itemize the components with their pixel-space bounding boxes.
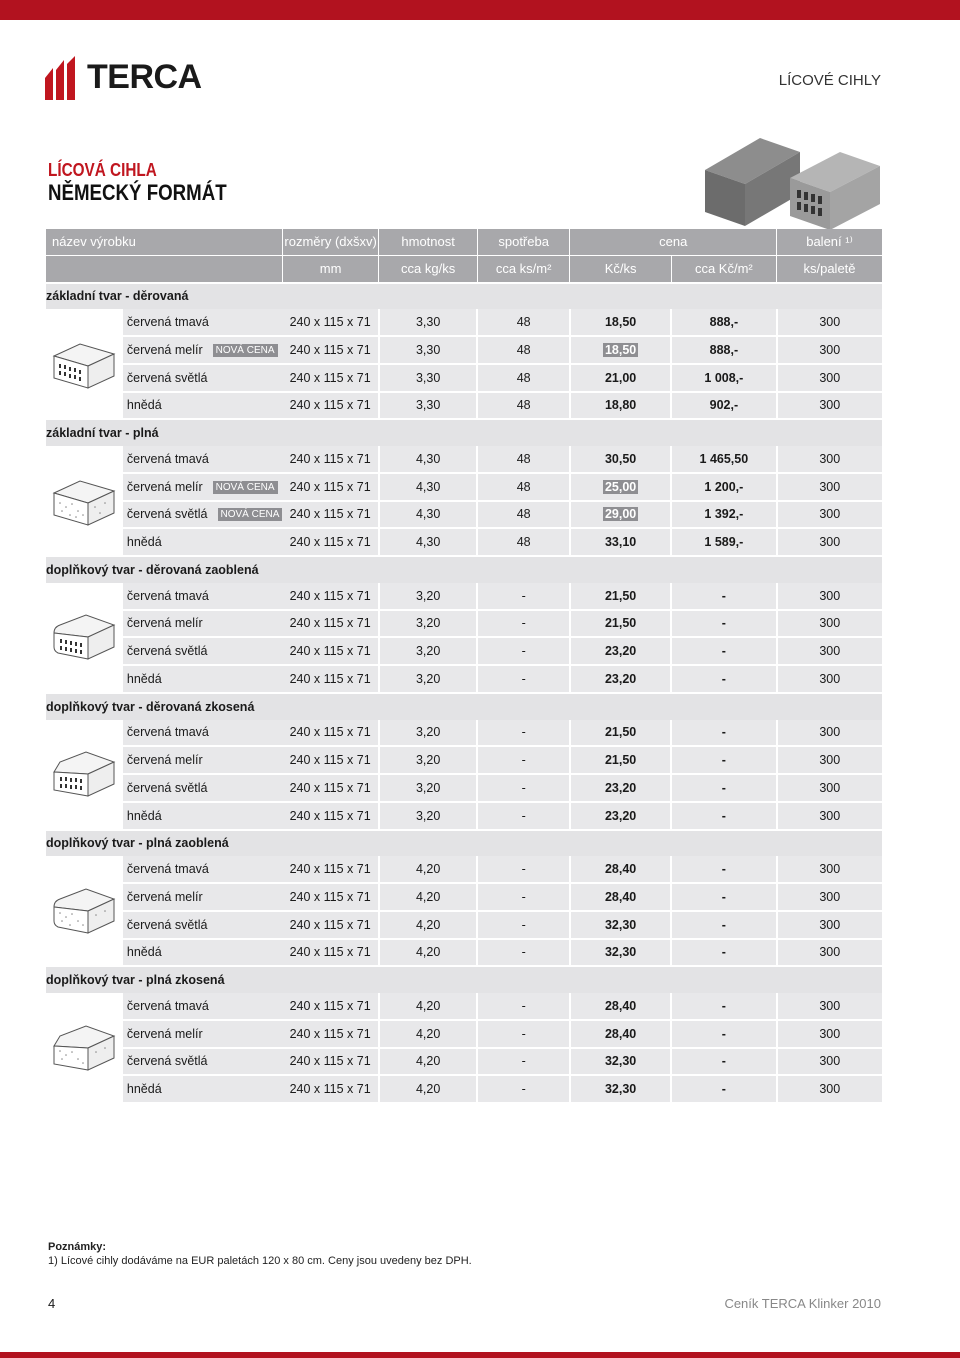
cell-price: 28,40: [570, 993, 671, 1020]
cell-weight: 4,30: [379, 473, 478, 501]
notes-heading: Poznámky:: [48, 1241, 107, 1253]
col-header-name: název výrobku: [46, 229, 282, 255]
table-row: [46, 637, 882, 665]
cell-pack: 300: [777, 446, 882, 473]
table-row: [46, 774, 882, 802]
product-name: [123, 309, 283, 336]
product-name-text: červená tmavá: [126, 451, 209, 466]
cell-weight: 3,20: [379, 610, 478, 638]
section-header: [46, 419, 882, 446]
cell-price: [570, 501, 671, 529]
cell-price: 32,30: [570, 911, 671, 939]
notes: [48, 1240, 472, 1268]
cell-pack: 300: [777, 528, 882, 556]
cell-pack: 300: [777, 610, 882, 638]
brick-perforated-beveled-icon: [50, 746, 118, 802]
cell-usage: -: [477, 802, 570, 830]
table-row: [46, 1048, 882, 1076]
cell-weight: 3,30: [379, 336, 478, 364]
cell-price: [570, 336, 671, 364]
product-thumbnail: [46, 720, 123, 830]
cell-usage: 48: [477, 309, 570, 336]
product-name: [123, 665, 283, 693]
brand-wordmark: TERCA: [87, 58, 202, 96]
cell-price: 32,30: [570, 1048, 671, 1076]
cell-pack: 300: [777, 856, 882, 883]
cell-pack: 300: [777, 336, 882, 364]
table-row: [46, 911, 882, 939]
brick-solid-icon: [50, 473, 118, 529]
cell-weight: 3,30: [379, 392, 478, 420]
product-name: [123, 993, 283, 1020]
price-highlight: 25,00: [604, 479, 637, 494]
cell-usage: 48: [477, 392, 570, 420]
cell-weight: 3,20: [379, 720, 478, 747]
product-thumbnail: [46, 856, 123, 966]
cell-dims: 240 x 115 x 71: [282, 939, 378, 967]
cell-usage: -: [477, 665, 570, 693]
cell-usage: -: [477, 583, 570, 610]
product-name-text: červená světlá: [126, 507, 208, 522]
cell-pack: 300: [777, 883, 882, 911]
cell-dims: 240 x 115 x 71: [282, 1048, 378, 1076]
cell-dims: 240 x 115 x 71: [282, 364, 378, 392]
cell-price-m2: -: [671, 774, 776, 802]
cell-price: 30,50: [570, 446, 671, 473]
table-row: [46, 309, 882, 336]
section-title: doplňkový tvar - plná zkosená: [46, 966, 882, 993]
cell-usage: -: [477, 720, 570, 747]
cell-weight: 3,20: [379, 774, 478, 802]
new-price-badge: NOVÁ CENA: [213, 344, 278, 357]
cell-dims: 240 x 115 x 71: [282, 392, 378, 420]
price-highlight: 18,50: [604, 342, 637, 357]
cell-dims: 240 x 115 x 71: [282, 911, 378, 939]
table-row: [46, 883, 882, 911]
table-row: [46, 610, 882, 638]
col-header-weight: hmotnost: [379, 229, 478, 255]
product-name-text: červená melír: [126, 1026, 203, 1041]
cell-price: 18,50: [570, 309, 671, 336]
cell-price-m2: -: [671, 939, 776, 967]
product-name-text: červená světlá: [126, 644, 208, 659]
table-row: [46, 856, 882, 883]
cell-price: 23,20: [570, 637, 671, 665]
cell-usage: -: [477, 856, 570, 883]
new-price-badge: NOVÁ CENA: [218, 508, 283, 521]
product-format: NĚMECKÝ FORMÁT: [48, 180, 227, 205]
table-row: [46, 1075, 882, 1103]
cell-usage: -: [477, 1048, 570, 1076]
cell-usage: -: [477, 1075, 570, 1103]
cell-price-m2: 902,-: [671, 392, 776, 420]
cell-price-m2: 1 589,-: [671, 528, 776, 556]
product-name: [123, 1048, 283, 1076]
brick-product-image: [700, 130, 880, 230]
cell-price: 32,30: [570, 939, 671, 967]
product-name: [123, 610, 283, 638]
cell-pack: 300: [777, 1048, 882, 1076]
cell-price-m2: -: [671, 665, 776, 693]
cell-price: 28,40: [570, 1020, 671, 1048]
cell-price-m2: -: [671, 1075, 776, 1103]
cell-weight: 3,30: [379, 364, 478, 392]
table-units-row: [46, 255, 882, 282]
cell-weight: 3,30: [379, 309, 478, 336]
cell-usage: -: [477, 610, 570, 638]
product-name: [123, 1075, 283, 1103]
product-name-text: červená tmavá: [126, 315, 209, 330]
cell-price: 23,20: [570, 665, 671, 693]
brick-perforated-icon: [50, 336, 118, 392]
col-header-pack: balení ¹⁾: [777, 229, 882, 255]
cell-dims: 240 x 115 x 71: [282, 746, 378, 774]
product-name-text: červená tmavá: [126, 588, 209, 603]
product-name-text: červená světlá: [126, 1054, 208, 1069]
cell-pack: 300: [777, 911, 882, 939]
product-name: [123, 336, 283, 364]
cell-usage: 48: [477, 528, 570, 556]
product-name: [123, 528, 283, 556]
cell-dims: 240 x 115 x 71: [282, 309, 378, 336]
cell-pack: 300: [777, 774, 882, 802]
cell-weight: 4,20: [379, 856, 478, 883]
brick-solid-beveled-icon: [50, 1020, 118, 1076]
cell-pack: 300: [777, 583, 882, 610]
cell-price-m2: -: [671, 856, 776, 883]
product-name: [123, 364, 283, 392]
cell-price: 23,20: [570, 802, 671, 830]
table-row: [46, 1020, 882, 1048]
cell-pack: 300: [777, 1020, 882, 1048]
product-name: [123, 583, 283, 610]
section-title: základní tvar - děrovaná: [46, 283, 882, 310]
cell-usage: -: [477, 1020, 570, 1048]
product-name-text: červená světlá: [126, 917, 208, 932]
product-name-text: červená světlá: [126, 780, 208, 795]
section-header: [46, 556, 882, 583]
cell-dims: 240 x 115 x 71: [282, 610, 378, 638]
product-name-text: hnědá: [126, 1082, 162, 1097]
cell-usage: 48: [477, 473, 570, 501]
cell-weight: 4,20: [379, 1075, 478, 1103]
cell-price: 28,40: [570, 883, 671, 911]
cell-pack: 300: [777, 939, 882, 967]
cell-weight: 4,20: [379, 1048, 478, 1076]
cell-pack: 300: [777, 364, 882, 392]
table-row: [46, 528, 882, 556]
product-thumbnail: [46, 309, 123, 419]
section-header: [46, 283, 882, 310]
product-name: [123, 473, 283, 501]
new-price-badge: NOVÁ CENA: [213, 481, 278, 494]
cell-dims: 240 x 115 x 71: [282, 1075, 378, 1103]
cell-pack: 300: [777, 1075, 882, 1103]
cell-price-m2: 1 008,-: [671, 364, 776, 392]
cell-price: 21,50: [570, 746, 671, 774]
product-name-text: červená melír: [126, 479, 203, 494]
brick-perforated-rounded-icon: [50, 609, 118, 665]
table-row: [46, 939, 882, 967]
table-header-row: [46, 229, 882, 255]
product-name-text: červená melír: [126, 616, 203, 631]
cell-dims: 240 x 115 x 71: [282, 501, 378, 529]
product-name-text: červená melír: [126, 342, 203, 357]
unit-weight: cca kg/ks: [379, 255, 478, 282]
cell-dims: 240 x 115 x 71: [282, 336, 378, 364]
unit-dims: mm: [282, 255, 378, 282]
section-title: doplňkový tvar - děrovaná zkosená: [46, 693, 882, 720]
cell-price-m2: -: [671, 911, 776, 939]
product-name-text: červená tmavá: [126, 998, 209, 1013]
section-title: doplňkový tvar - plná zaoblená: [46, 830, 882, 857]
cell-pack: 300: [777, 802, 882, 830]
cell-weight: 4,30: [379, 501, 478, 529]
cell-weight: 4,20: [379, 911, 478, 939]
cell-dims: 240 x 115 x 71: [282, 637, 378, 665]
table-row: [46, 665, 882, 693]
cell-weight: 4,20: [379, 1020, 478, 1048]
col-header-dims: rozměry (dxšxv): [282, 229, 378, 255]
cell-price-m2: -: [671, 883, 776, 911]
cell-dims: 240 x 115 x 71: [282, 528, 378, 556]
section-header: [46, 830, 882, 857]
cell-price-m2: -: [671, 746, 776, 774]
cell-price: 32,30: [570, 1075, 671, 1103]
product-name-text: červená tmavá: [126, 862, 209, 877]
table-row: [46, 501, 882, 529]
product-name: [123, 911, 283, 939]
footer-title: Ceník TERCA Klinker 2010: [724, 1296, 881, 1311]
product-name-text: hnědá: [126, 671, 162, 686]
unit-price-m2: cca Kč/m²: [671, 255, 776, 282]
cell-price-m2: -: [671, 610, 776, 638]
cell-price: 33,10: [570, 528, 671, 556]
table-row: [46, 746, 882, 774]
cell-pack: 300: [777, 309, 882, 336]
cell-weight: 4,30: [379, 528, 478, 556]
product-name: [123, 746, 283, 774]
cell-dims: 240 x 115 x 71: [282, 720, 378, 747]
unit-usage: cca ks/m²: [477, 255, 570, 282]
cell-dims: 240 x 115 x 71: [282, 665, 378, 693]
cell-price: 23,20: [570, 774, 671, 802]
section-title: doplňkový tvar - děrovaná zaoblená: [46, 556, 882, 583]
cell-dims: 240 x 115 x 71: [282, 774, 378, 802]
table-row: [46, 720, 882, 747]
brick-solid-rounded-icon: [50, 883, 118, 939]
section-header: [46, 693, 882, 720]
cell-price-m2: -: [671, 583, 776, 610]
cell-pack: 300: [777, 993, 882, 1020]
unit-price: Kč/ks: [570, 255, 671, 282]
product-name-text: hnědá: [126, 398, 162, 413]
product-name: [123, 883, 283, 911]
cell-dims: 240 x 115 x 71: [282, 1020, 378, 1048]
cell-price: 21,00: [570, 364, 671, 392]
cell-usage: -: [477, 993, 570, 1020]
cell-price: 18,80: [570, 392, 671, 420]
cell-price-m2: 888,-: [671, 309, 776, 336]
cell-pack: 300: [777, 637, 882, 665]
cell-price: 21,50: [570, 583, 671, 610]
product-name-text: hnědá: [126, 808, 162, 823]
col-header-price: cena: [570, 229, 777, 255]
table-row: [46, 993, 882, 1020]
cell-price-m2: -: [671, 993, 776, 1020]
cell-dims: 240 x 115 x 71: [282, 856, 378, 883]
cell-pack: 300: [777, 746, 882, 774]
product-name-text: červená melír: [126, 753, 203, 768]
cell-price: 21,50: [570, 720, 671, 747]
cell-usage: 48: [477, 364, 570, 392]
unit-name: [46, 255, 282, 282]
cell-weight: 4,20: [379, 939, 478, 967]
cell-weight: 3,20: [379, 583, 478, 610]
cell-usage: 48: [477, 501, 570, 529]
cell-price-m2: -: [671, 802, 776, 830]
section-title: základní tvar - plná: [46, 419, 882, 446]
cell-dims: 240 x 115 x 71: [282, 473, 378, 501]
cell-usage: -: [477, 883, 570, 911]
cell-price-m2: 1 200,-: [671, 473, 776, 501]
notes-line-1: 1) Lícové cihly dodáváme na EUR paletách 120 x 80 cm. Ceny jsou uvedeny bez DPH.: [48, 1255, 472, 1267]
product-name: [123, 392, 283, 420]
cell-pack: 300: [777, 392, 882, 420]
product-name-text: hnědá: [126, 945, 162, 960]
product-thumbnail: [46, 446, 123, 556]
product-name: [123, 856, 283, 883]
unit-pack: ks/paletě: [777, 255, 882, 282]
page-number: 4: [48, 1296, 56, 1311]
price-highlight: 29,00: [604, 507, 637, 522]
cell-price: 28,40: [570, 856, 671, 883]
cell-price: 21,50: [570, 610, 671, 638]
terca-logo: [45, 56, 225, 100]
cell-usage: -: [477, 637, 570, 665]
product-name: [123, 446, 283, 473]
cell-usage: 48: [477, 336, 570, 364]
cell-dims: 240 x 115 x 71: [282, 993, 378, 1020]
cell-pack: 300: [777, 501, 882, 529]
col-header-usage: spotřeba: [477, 229, 570, 255]
product-name: [123, 720, 283, 747]
cell-price-m2: -: [671, 637, 776, 665]
cell-dims: 240 x 115 x 71: [282, 583, 378, 610]
table-row: [46, 473, 882, 501]
table-row: [46, 364, 882, 392]
cell-usage: -: [477, 939, 570, 967]
cell-pack: 300: [777, 720, 882, 747]
cell-weight: 3,20: [379, 637, 478, 665]
terca-logo-mark-icon: [45, 56, 83, 100]
product-name: [123, 774, 283, 802]
cell-price-m2: -: [671, 720, 776, 747]
product-name-text: hnědá: [126, 535, 162, 550]
product-thumbnail: [46, 993, 123, 1103]
table-row: [46, 392, 882, 420]
cell-price-m2: 1 465,50: [671, 446, 776, 473]
section-header: [46, 966, 882, 993]
cell-dims: 240 x 115 x 71: [282, 446, 378, 473]
cell-usage: 48: [477, 446, 570, 473]
product-name: [123, 802, 283, 830]
product-name-text: červená tmavá: [126, 725, 209, 740]
product-name: [123, 939, 283, 967]
cell-price-m2: 888,-: [671, 336, 776, 364]
cell-price-m2: -: [671, 1020, 776, 1048]
cell-price-m2: -: [671, 1048, 776, 1076]
cell-weight: 4,20: [379, 993, 478, 1020]
cell-dims: 240 x 115 x 71: [282, 802, 378, 830]
cell-pack: 300: [777, 665, 882, 693]
table-row: [46, 446, 882, 473]
product-name: [123, 637, 283, 665]
product-category: LÍCOVÁ CIHLA: [48, 160, 157, 180]
cell-price-m2: 1 392,-: [671, 501, 776, 529]
product-thumbnail: [46, 583, 123, 693]
section-title: LÍCOVÉ CIHLY: [778, 72, 881, 89]
cell-weight: 4,30: [379, 446, 478, 473]
bottom-brand-bar: [0, 1352, 960, 1358]
product-name: [123, 1020, 283, 1048]
table-row: [46, 336, 882, 364]
cell-weight: 3,20: [379, 802, 478, 830]
table-row: [46, 802, 882, 830]
cell-usage: -: [477, 911, 570, 939]
cell-dims: 240 x 115 x 71: [282, 883, 378, 911]
product-name-text: červená světlá: [126, 370, 208, 385]
cell-pack: 300: [777, 473, 882, 501]
top-brand-bar: [0, 0, 960, 20]
cell-usage: -: [477, 746, 570, 774]
table-row: [46, 583, 882, 610]
cell-weight: 4,20: [379, 883, 478, 911]
cell-weight: 3,20: [379, 665, 478, 693]
cell-price: [570, 473, 671, 501]
product-name-text: červená melír: [126, 889, 203, 904]
cell-weight: 3,20: [379, 746, 478, 774]
price-table: [46, 229, 882, 1104]
cell-usage: -: [477, 774, 570, 802]
product-name: [123, 501, 283, 529]
